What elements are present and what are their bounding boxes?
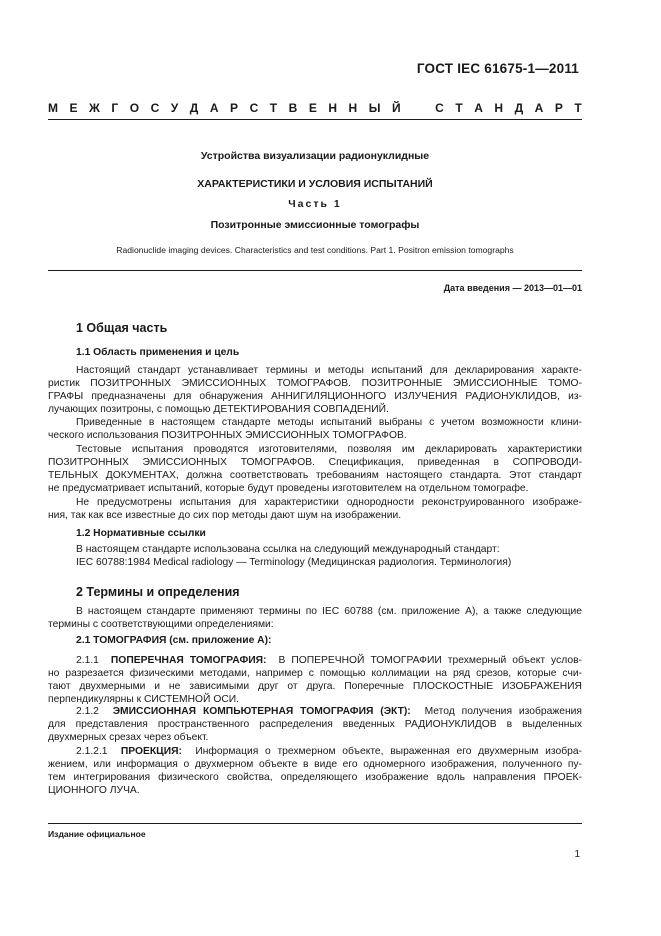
- text-line: не предусматривает испытаний, которые будут проведены изготовителем на отдельном томографе.: [48, 483, 529, 494]
- clause-number: 2.1.2.1: [76, 746, 108, 757]
- paragraph-tests-cont: [48, 456, 582, 495]
- term-name: ПОПЕРЕЧНАЯ ТОМОГРАФИЯ:: [110, 655, 267, 666]
- term-2-1-heading: 2.1 ТОМОГРАФИЯ (см. приложение А):: [76, 635, 272, 646]
- banner-letter: Ы: [368, 101, 381, 115]
- text-line: Настоящий стандарт устанавливает термины и методы испытаний для декларирования характе-: [76, 365, 582, 376]
- section-1-heading: 1 Общая часть: [76, 321, 168, 335]
- text-line: Приведенные в настоящем стандарте методы испытаний выбраны с учетом возможности клини-: [76, 417, 582, 428]
- text-line: Тестовые испытания проводятся изготовителями, позволяя им декларировать характеристики: [76, 444, 582, 455]
- banner-letter: Е: [308, 101, 317, 115]
- text-line: ния, так как все известные до сих пор методы дают шум на изображении.: [48, 510, 402, 521]
- banner-letter: Г: [111, 101, 119, 115]
- banner-letter: Е: [69, 101, 78, 115]
- section-1-2-heading: 1.2 Нормативные ссылки: [76, 528, 206, 539]
- title-line-2: ХАРАКТЕРИСТИКИ И УСЛОВИЯ ИСПЫТАНИЙ: [197, 178, 433, 190]
- title-line-1: Устройства визуализации радионуклидные: [200, 150, 430, 162]
- banner-letter: Д: [189, 101, 199, 115]
- definition-2-1-1-cont: [48, 667, 582, 706]
- banner-letter: А: [209, 101, 219, 115]
- paragraph-methods: [76, 416, 582, 429]
- text-line: тем интегрирования физического свойства, определяющего изображение вдоль направления ПРОЕК-: [48, 772, 582, 783]
- banner-letter: С: [150, 101, 160, 115]
- section-1-1-heading: 1.1 Область применения и цель: [76, 347, 240, 358]
- paragraph-uniformity-cont: [48, 509, 582, 522]
- text-line: ГРАФЫ предназначены для обнаружения АННИГИЛЯЦИОННОГО ИЗЛУЧЕНИЯ РАДИОНУКЛИДОВ, из-: [48, 391, 582, 402]
- paragraph-terms-intro: [76, 605, 582, 618]
- text-line: ТЕЛЬНЫХ ДОКУМЕНТАХ, должна соответствовать требованиям настоящего стандарта. Этот стандарт: [48, 470, 582, 481]
- text-line: для представления пространственного распределения введенных РАДИОНУКЛИДОВ в выделенных: [48, 719, 582, 730]
- title-part: Часть 1: [288, 198, 342, 210]
- paragraph-terms-intro-cont: [48, 618, 582, 631]
- banner-letter: Р: [230, 101, 239, 115]
- interstate-standard-banner: [48, 101, 582, 115]
- text-line: [76, 745, 582, 758]
- page-number: 1: [574, 849, 580, 860]
- banner-letter: А: [474, 101, 483, 115]
- banner-letter: М: [48, 101, 58, 115]
- text-line: но разрезается физическими методами, например с помощью коллимации на ряд срезов, которые счи-: [48, 668, 582, 679]
- text-line: В настоящем стандарте использована ссылка на следующий международный стандарт:: [76, 544, 500, 555]
- text-line: В настоящем стандарте применяют термины по IEC 60788 (см. приложение А), а также следующие: [76, 606, 582, 617]
- term-name: ЭМИССИОННАЯ КОМПЬЮТЕРНАЯ ТОМОГРАФИЯ (ЭКТ):: [112, 706, 411, 717]
- clause-number: 2.1.2: [76, 706, 99, 717]
- definition-2-1-2: [76, 705, 582, 718]
- text-line: перпендикулярны к СИСТЕМНОЙ ОСИ.: [48, 694, 240, 705]
- definition-2-1-2-1: [76, 745, 582, 758]
- text-line: термины с соответствующими определениями:: [48, 619, 274, 630]
- section-2-heading: 2 Термины и определения: [76, 585, 240, 599]
- term-name: ПРОЕКЦИЯ:: [120, 746, 182, 757]
- text-line: [76, 705, 582, 718]
- effective-date: Дата введения — 2013—01—01: [443, 283, 582, 293]
- paragraph-tests: [76, 443, 582, 456]
- text-line: двухмерных срезах через объект.: [48, 732, 209, 743]
- paragraph-methods-cont: [48, 429, 582, 442]
- text-line: тают двухмерными и не зависимыми друг от друга. Поперечные ПЛОСКОСТНЫЕ ИЗОБРАЖЕНИЯ: [48, 681, 582, 692]
- banner-letter: У: [170, 101, 179, 115]
- paragraph-references: [76, 543, 582, 569]
- title-line-4: Позитронные эмиссионные томографы: [210, 219, 420, 231]
- banner-letter: В: [288, 101, 298, 115]
- text-line: ПОЗИТРОННЫХ ЭМИССИОННЫХ ТОМОГРАФОВ. Спецификация, приведенная в СОПРОВОДИ-: [48, 457, 582, 468]
- definition-text: Информация о трехмерном объекте, выраженная его двухмерным изобра-: [195, 746, 582, 757]
- banner-letter: С: [435, 101, 444, 115]
- banner-letter: Д: [514, 101, 524, 115]
- header-rule: [48, 119, 582, 120]
- banner-letter: А: [534, 101, 544, 115]
- banner-letter: Й: [391, 101, 401, 115]
- banner-letter: О: [129, 101, 140, 115]
- banner-letter: Н: [494, 101, 504, 115]
- banner-letter: Ж: [89, 101, 100, 115]
- clause-number: 2.1.1: [76, 655, 99, 666]
- banner-letter: Н: [348, 101, 358, 115]
- banner-letter: С: [249, 101, 259, 115]
- banner-letter: Р: [554, 101, 563, 115]
- text-line: ЦИОННОГО ЛУЧА.: [48, 785, 140, 796]
- definition-text: Метод получения изображения: [424, 706, 582, 717]
- paragraph-scope: [76, 364, 582, 377]
- text-line: Не предусмотрены испытания для характеристики однородности реконструированного изображе-: [76, 497, 582, 508]
- definition-2-1-1: [76, 654, 582, 667]
- definition-2-1-2-cont: [48, 718, 582, 744]
- reference-item: IEC 60788:1984 Medical radiology — Terminology (Медицинская радиология. Терминология): [76, 557, 512, 568]
- standard-code: ГОСТ IEC 61675-1—2011: [416, 61, 579, 76]
- title-rule: [48, 270, 582, 271]
- definition-text: В ПОПЕРЕЧНОЙ ТОМОГРАФИИ трехмерный объект услов-: [278, 655, 582, 666]
- text-line: ческого использования ПОЗИТРОННЫХ ЭМИССИОННЫХ ТОМОГРАФОВ.: [48, 430, 407, 441]
- text-line: лучающих позитроны, с помощью ДЕТЕКТИРОВАНИЯ СОВПАДЕНИЙ.: [48, 404, 389, 415]
- paragraph-scope-cont: [48, 377, 582, 416]
- text-line: ристик ПОЗИТРОННЫХ ЭМИССИОННЫХ ТОМОГРАФОВ. ПОЗИТРОННЫЕ ЭМИССИОННЫЕ ТОМО-: [48, 378, 582, 389]
- banner-letter: Т: [269, 101, 278, 115]
- text-line: жением, или информация о двухмерном объекте в виде его одномерного изображения, полученного пу-: [48, 759, 582, 770]
- text-line: [76, 654, 582, 667]
- banner-letter: Н: [328, 101, 338, 115]
- footer-rule: [48, 823, 582, 824]
- edition-note: Издание официальное: [48, 829, 146, 839]
- definition-2-1-2-1-cont: [48, 758, 582, 797]
- banner-letter: Т: [574, 101, 582, 115]
- banner-letter: Т: [455, 101, 463, 115]
- paragraph-uniformity: [76, 496, 582, 509]
- english-title: Radionuclide imaging devices. Characteristics and test conditions. Part 1. Positron emission tomographs: [116, 245, 514, 255]
